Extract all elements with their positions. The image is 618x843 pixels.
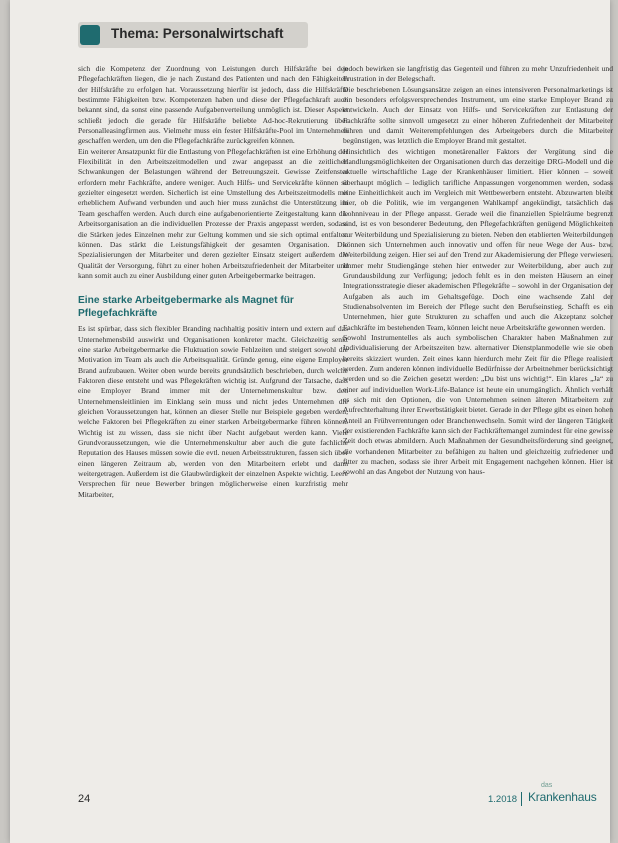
section-marker-icon <box>80 25 100 45</box>
footer-divider <box>521 792 522 806</box>
magazine-page <box>10 0 613 843</box>
footer-masthead <box>488 782 608 812</box>
logo-prefix: das <box>541 782 553 789</box>
magazine-logo: Krankenhaus <box>528 790 597 804</box>
body-paragraph: Es ist spürbar, dass sich flexibler Branding nachhaltig positiv intern und extern auf das Unternehmensbild auswirkt und Organisationen konkreter macht. Gleichzeitig senkt eine starke Arbeitgebermarke die Fluktuation sowie Fehlzeiten und steigert sowohl die Motivation im Team als auch die Arbeitsqualität. Gründe genug, eine eigene Employer Brand aufzubauen. Weiter oben wurde bereits grundsätzlich beschrieben, durch welche Faktoren diese entsteht und was Pflegekräften wichtig ist. Aufgrund der Tatsache, dass eine Employer Brand immer mit der Unternehmenskultur bzw. den Unternehmensleitlinien im Einklang sein muss und nicht jedes Unternehmen die gleichen Voraussetzungen hat, können an dieser Stelle nur Beispiele gegeben werden, welche Faktoren bei Pflegekräften zu einer starken Arbeitgebermarke führen können. Wichtig ist zu wissen, dass sie nicht über Nacht aufgebaut werden kann. Viele Grundvoraussetzungen, wie die Unternehmenskultur aber auch die gute fachliche Reputation des Hauses müssen sowie die evtl. neuen Arbeitsstrukturen, fassen sich über einen längeren Zeitraum ab, werden von den Mitarbeitern erlebt und dann weitergetragen. Außerdem ist die Glaubwürdigkeit der einzelnen Aspekte wichtig. Leere Versprechen für neue Bewerber bringen möglicherweise einen kurzfristig mehr Mitarbeiter, <box>78 324 348 499</box>
issue-number: 1.2018 <box>488 794 518 805</box>
body-paragraph: Ein weiterer Ansatzpunkt für die Entlastung von Pflegefachkräften ist eine Erhöhung der Flexibilität in den Arbeitszeitmodellen und zwar angepasst an die zeitlichen Schwankungen der Belastungen während der Betreuungszeit. Gewisse Zeitfenster erfordern mehr Fachkräfte, andere weniger. Auch Hilfs- und Servicekräfte können so gezielter eingesetzt werden. Sicherlich ist eine Umstellung des Arbeitszeitmodells mit erheblichem Aufwand verbunden und auch hier muss zunächst die Unterstützung im Team geschaffen werden. Auch durch eine aufgabenorientierte Zeitgestaltung kann die Arbeitsorganisation an die individuellen Prozesse der Praxis angepasst werden, sodass die Stärken jedes Einzelnen mehr zur Geltung kommen und sie sich optimal entfalten können. Das stärkt die Leistungsfähigkeit der gesamten Organisation. Die Spezialisierungen der Mitarbeiter und deren gezielter Einsatz steigert außerdem die Qualität der Versorgung, führt zu einer hohen Arbeitszufriedenheit der Mitarbeiter und kann somit auch zu einer Ausbildung einer guten Arbeitgebermarke beitragen. <box>78 146 348 280</box>
body-paragraph: Die beschriebenen Lösungsansätze zeigen an eines intensiveren Personalmarketings ist ein besonders erfolgsversprechendes Instrument, um eine starke Employer Brand zu entwickeln. Auch der Einsatz von Hilfs- und Servicekräften zur Entlastung der Fachkräfte sollte sinnvoll umgesetzt zu einer höheren Zufriedenheit der Mitarbeiter führen und damit Weiterempfehlungen des Arbeitgebers durch die Mitarbeiter begünstigen, was letztlich die Employer Brand mit gestaltet. <box>343 84 613 146</box>
right-column <box>343 64 613 478</box>
body-paragraph: sich die Kompetenz der Zuordnung von Leistungen durch Hilfskräfte bei den Pflegefachkräften liegen, die je nach Zustand des Patienten und nach den Fähigkeiten der Hilfskräfte zu erfolgen hat. Voraussetzung hierfür ist jedoch, dass die Hilfskräfte bestimmte Fähigkeiten bzw. Kompetenzen haben und diese der Pflegefachkraft auch bekannt sind, da sonst eine passende Aufgabenverteilung unmöglich ist. Dieser Aspekt schließt jedoch die gerade für Hilfskräfte beliebte Ad-hoc-Rekrutierung über Personalleasingfirmen aus. Vielmehr muss ein fester Hilfskräfte-Pool im Unternehmen geschaffen werden, um den die Pflegefachkräfte zurückgreifen können. <box>78 64 348 146</box>
left-column <box>78 64 348 500</box>
page-number: 24 <box>78 793 91 805</box>
section-title: Thema: Personalwirtschaft <box>111 26 284 41</box>
body-paragraph: jedoch bewirken sie langfristig das Gegenteil und führen zu mehr Unzufriedenheit und Frustration in der Belegschaft. <box>343 64 613 84</box>
article-subheading: Eine starke Arbeitgebermarke als Magnet für Pflegefachkräfte <box>78 295 294 319</box>
body-paragraph: Sowohl Instrumentelles als auch symbolischen Charakter haben Maßnahmen zur Individualisierung der Arbeitszeiten bzw. alternativer Dienstplanmodelle wie sie oben bereits skizziert wurden. Zeit eines kann hierdurch mehr Zeit für die Pflege realisiert werden. Zum anderen können individuelle Bedürfnisse der Arbeitnehmer berücksichtigt werden und so die Zeichen gesetzt werden: „Du bist uns wichtig!“. Ein klares „Ja“ zu einer auf individuellen Work-Life-Balance ist heute ein unumgänglich. Ähnlich verhält es sich mit den Optionen, die von Unternehmen seinen älteren Mitarbeitern zur Aufrechterhaltung ihrer Erwerbstätigkeit bietet. Gerade in der Pflege gibt es einen hohen Anteil an Frühverrentungen oder Branchenwechseln. Somit wird der längeren Tätigkeit der existierenden Fachkräfte kann sich der Fachkräftemangel zumindest für eine gewisse Zeit doch etwas abmildern. Auch Maßnahmen der Gesundheitsförderung sind geeignet, die vorhandenen Mitarbeiter zu befähigen zu halten und gleichzeitig zufriedener und fitter zu machen, sodass sie ihrer Arbeit mit Engagement nachgehen können. Hier ist sowohl an das Angebot der Nutzung von haus- <box>343 332 613 477</box>
body-paragraph: Hinsichtlich des wichtigen monetärenaller Faktors der Vergütung sind die Handlungsmöglichkeiten der Organisationen durch das derzeitige DRG-Modell und die aktuelle wirtschaftliche Lage der Krankenhäuser limitiert. Hier können – soweit überhaupt möglich – lediglich tarifliche Anpassungen vorgenommen werden, sodass eine Einheitlichkeit auch im Vergleich mit Wettbewerbern entsteht. Abzuwarten bleibt hier, ob die Politik, wie im vergangenen Wahlkampf angekündigt, tatsächlich das Lohnniveau in der Pflege anpasst. Gerade weil die finanziellen Spielräume begrenzt sind, ist es von besonderer Bedeutung, den Pflegefachkräften genügend Möglichkeiten zur Weiterbildung und Spezialisierung zu bieten. Neben den etablierten Weiterbildungen können sich Unternehmen auch innovativ und offen für neue Wege der Aus- bzw. Weiterbildung zeigen. Hier sei auf den Trend zur Akademisierung der Pflege verwiesen. Immer mehr Studiengänge stehen hier entweder zur Weiterbildung, aber auch zur Grundausbildung zur Verfügung; jedoch fehlt es in den meisten Häusern an einer Integrationsstrategie dieser akademischen Pflegekräfte – sowohl in der Organisation der Aufgaben als auch im Gehaltsgefüge. Doch eine wachsende Zahl der Studienabsolventen im Bereich der Pflege sucht den Berufseinstieg. Schafft es ein Unternehmen, hier gute Strukturen zu schaffen und auch die Akzeptanz solcher Fachkräfte im bestehenden Team, können leicht neue Arbeitskräfte gewonnen werden. <box>343 146 613 332</box>
